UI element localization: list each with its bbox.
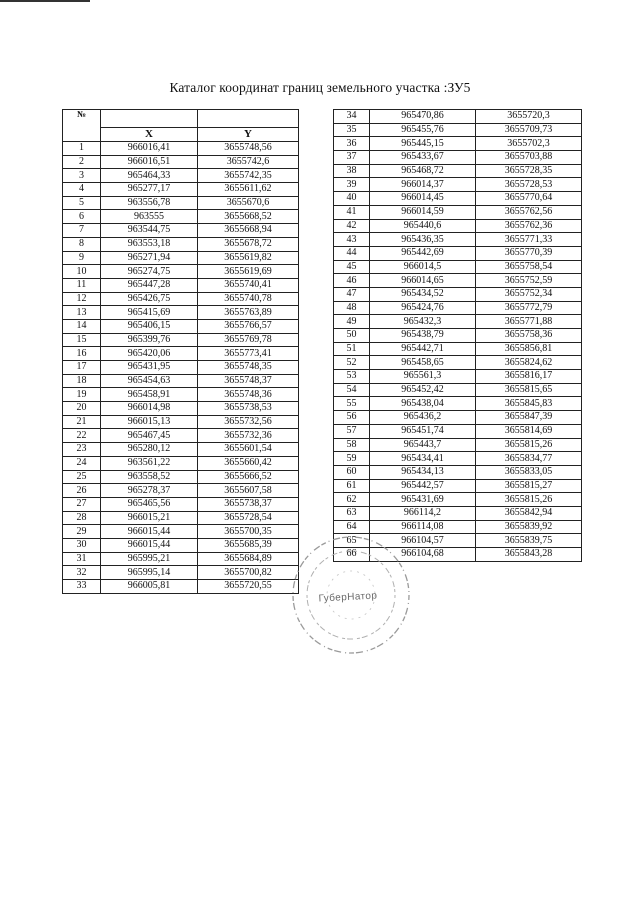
scan-edge-mark bbox=[0, 0, 90, 2]
y-coordinate-cell: 3655668,94 bbox=[198, 224, 299, 238]
y-coordinate-cell: 3655847,39 bbox=[476, 411, 582, 425]
x-coordinate-cell: 966014,59 bbox=[370, 205, 476, 219]
point-number-cell: 19 bbox=[63, 388, 101, 402]
point-number-cell: 46 bbox=[334, 274, 370, 288]
point-number-cell: 4 bbox=[63, 183, 101, 197]
table-row bbox=[63, 525, 299, 539]
x-coordinate-cell: 966015,44 bbox=[101, 525, 198, 539]
table-row bbox=[63, 456, 299, 470]
x-coordinate-cell: 965426,75 bbox=[101, 292, 198, 306]
point-number-cell: 52 bbox=[334, 356, 370, 370]
x-coordinate-cell: 965458,65 bbox=[370, 356, 476, 370]
point-number-cell: 3 bbox=[63, 169, 101, 183]
y-coordinate-cell: 3655748,56 bbox=[198, 142, 299, 156]
point-number-cell: 15 bbox=[63, 333, 101, 347]
y-coordinate-cell: 3655742,6 bbox=[198, 155, 299, 169]
point-number-cell: 53 bbox=[334, 370, 370, 384]
point-number-cell: 13 bbox=[63, 306, 101, 320]
point-number-cell: 47 bbox=[334, 287, 370, 301]
point-number-cell: 2 bbox=[63, 155, 101, 169]
x-coordinate-cell: 963555 bbox=[101, 210, 198, 224]
x-coordinate-cell: 966016,41 bbox=[101, 142, 198, 156]
x-coordinate-cell: 965434,41 bbox=[370, 452, 476, 466]
x-coordinate-cell: 965451,74 bbox=[370, 424, 476, 438]
x-coordinate-cell: 965436,35 bbox=[370, 233, 476, 247]
table-row bbox=[334, 383, 582, 397]
y-coordinate-cell: 3655758,54 bbox=[476, 260, 582, 274]
coordinates-table-right bbox=[333, 109, 582, 562]
table-row bbox=[334, 465, 582, 479]
x-coordinate-cell: 965434,52 bbox=[370, 287, 476, 301]
table-row bbox=[334, 329, 582, 343]
point-number-cell: 14 bbox=[63, 319, 101, 333]
x-coordinate-cell: 966014,37 bbox=[370, 178, 476, 192]
point-number-cell: 62 bbox=[334, 493, 370, 507]
table-row bbox=[63, 169, 299, 183]
table-row bbox=[63, 415, 299, 429]
table-row bbox=[63, 319, 299, 333]
x-coordinate-cell: 966014,45 bbox=[370, 192, 476, 206]
x-coordinate-cell: 965454,63 bbox=[101, 374, 198, 388]
x-coordinate-cell: 965458,91 bbox=[101, 388, 198, 402]
point-number-cell: 23 bbox=[63, 443, 101, 457]
y-coordinate-cell: 3655601,54 bbox=[198, 443, 299, 457]
x-coordinate-cell: 965438,79 bbox=[370, 329, 476, 343]
x-coordinate-cell: 965271,94 bbox=[101, 251, 198, 265]
table-row bbox=[334, 287, 582, 301]
y-coordinate-cell: 3655815,27 bbox=[476, 479, 582, 493]
x-coordinate-cell: 965274,75 bbox=[101, 265, 198, 279]
table-row bbox=[334, 219, 582, 233]
y-coordinate-cell: 3655732,56 bbox=[198, 415, 299, 429]
point-number-cell: 17 bbox=[63, 361, 101, 375]
x-coordinate-cell: 965442,71 bbox=[370, 342, 476, 356]
table-row bbox=[63, 210, 299, 224]
x-coordinate-cell: 965445,15 bbox=[370, 137, 476, 151]
table-row bbox=[63, 552, 299, 566]
x-coordinate-cell: 965464,33 bbox=[101, 169, 198, 183]
point-number-cell: 6 bbox=[63, 210, 101, 224]
table-row bbox=[63, 538, 299, 552]
table-row bbox=[63, 443, 299, 457]
point-number-cell: 37 bbox=[334, 151, 370, 165]
table-row bbox=[63, 347, 299, 361]
x-coordinate-cell: 965434,13 bbox=[370, 465, 476, 479]
point-number-cell: 60 bbox=[334, 465, 370, 479]
header-x-spacer bbox=[101, 110, 198, 128]
x-coordinate-cell: 966114,2 bbox=[370, 506, 476, 520]
table-row bbox=[63, 429, 299, 443]
point-number-cell: 64 bbox=[334, 520, 370, 534]
y-coordinate-cell: 3655815,26 bbox=[476, 493, 582, 507]
table-row bbox=[63, 265, 299, 279]
point-number-cell: 26 bbox=[63, 484, 101, 498]
x-coordinate-cell: 966014,5 bbox=[370, 260, 476, 274]
point-number-cell: 49 bbox=[334, 315, 370, 329]
x-coordinate-cell: 966016,51 bbox=[101, 155, 198, 169]
y-coordinate-cell: 3655619,69 bbox=[198, 265, 299, 279]
point-number-cell: 7 bbox=[63, 224, 101, 238]
point-number-cell: 56 bbox=[334, 411, 370, 425]
x-coordinate-cell: 965470,86 bbox=[370, 110, 476, 124]
point-number-cell: 43 bbox=[334, 233, 370, 247]
x-coordinate-cell: 966114,08 bbox=[370, 520, 476, 534]
y-coordinate-cell: 3655763,89 bbox=[198, 306, 299, 320]
y-coordinate-cell: 3655619,82 bbox=[198, 251, 299, 265]
y-coordinate-cell: 3655685,39 bbox=[198, 538, 299, 552]
x-coordinate-cell: 965442,69 bbox=[370, 246, 476, 260]
point-number-cell: 5 bbox=[63, 196, 101, 210]
y-coordinate-cell: 3655728,54 bbox=[198, 511, 299, 525]
x-coordinate-cell: 965420,06 bbox=[101, 347, 198, 361]
point-number-cell: 38 bbox=[334, 164, 370, 178]
table-row bbox=[63, 484, 299, 498]
table-row bbox=[334, 506, 582, 520]
x-coordinate-cell: 965442,57 bbox=[370, 479, 476, 493]
y-coordinate-cell: 3655709,73 bbox=[476, 123, 582, 137]
point-number-cell: 36 bbox=[334, 137, 370, 151]
y-coordinate-cell: 3655856,81 bbox=[476, 342, 582, 356]
x-coordinate-cell: 965468,72 bbox=[370, 164, 476, 178]
table-row bbox=[334, 342, 582, 356]
x-coordinate-cell: 965467,45 bbox=[101, 429, 198, 443]
y-coordinate-cell: 3655742,35 bbox=[198, 169, 299, 183]
table-row bbox=[334, 424, 582, 438]
point-number-cell: 45 bbox=[334, 260, 370, 274]
y-coordinate-cell: 3655720,3 bbox=[476, 110, 582, 124]
table-row bbox=[334, 233, 582, 247]
table-row bbox=[334, 246, 582, 260]
document-title: Каталог координат границ земельного участка :ЗУ5 bbox=[169, 80, 471, 95]
table-row bbox=[334, 137, 582, 151]
point-number-cell: 33 bbox=[63, 580, 101, 594]
table-row bbox=[334, 192, 582, 206]
y-coordinate-cell: 3655816,17 bbox=[476, 370, 582, 384]
y-coordinate-cell: 3655752,59 bbox=[476, 274, 582, 288]
point-number-cell: 50 bbox=[334, 329, 370, 343]
point-number-cell: 42 bbox=[334, 219, 370, 233]
y-coordinate-cell: 3655815,65 bbox=[476, 383, 582, 397]
x-coordinate-cell: 965452,42 bbox=[370, 383, 476, 397]
point-number-cell: 61 bbox=[334, 479, 370, 493]
x-coordinate-cell: 965995,14 bbox=[101, 566, 198, 580]
x-coordinate-cell: 963544,75 bbox=[101, 224, 198, 238]
y-coordinate-cell: 3655728,35 bbox=[476, 164, 582, 178]
table-row bbox=[334, 438, 582, 452]
x-coordinate-cell: 966015,21 bbox=[101, 511, 198, 525]
point-number-cell: 59 bbox=[334, 452, 370, 466]
x-coordinate-cell: 965399,76 bbox=[101, 333, 198, 347]
y-coordinate-cell: 3655770,64 bbox=[476, 192, 582, 206]
y-coordinate-cell: 3655824,62 bbox=[476, 356, 582, 370]
table-row bbox=[334, 110, 582, 124]
point-number-cell: 48 bbox=[334, 301, 370, 315]
y-coordinate-cell: 3655748,37 bbox=[198, 374, 299, 388]
header-y-spacer bbox=[198, 110, 299, 128]
point-number-cell: 39 bbox=[334, 178, 370, 192]
table-row bbox=[63, 306, 299, 320]
point-number-cell: 65 bbox=[334, 534, 370, 548]
point-number-cell: 25 bbox=[63, 470, 101, 484]
y-coordinate-cell: 3655700,82 bbox=[198, 566, 299, 580]
y-coordinate-cell: 3655700,35 bbox=[198, 525, 299, 539]
table-row bbox=[63, 155, 299, 169]
point-number-cell: 32 bbox=[63, 566, 101, 580]
point-number-cell: 41 bbox=[334, 205, 370, 219]
y-coordinate-cell: 3655720,55 bbox=[198, 580, 299, 594]
y-coordinate-cell: 3655758,36 bbox=[476, 329, 582, 343]
table-row bbox=[334, 301, 582, 315]
table-row bbox=[63, 388, 299, 402]
table-row bbox=[334, 164, 582, 178]
point-number-cell: 16 bbox=[63, 347, 101, 361]
x-coordinate-cell: 963553,18 bbox=[101, 237, 198, 251]
y-coordinate-cell: 3655762,56 bbox=[476, 205, 582, 219]
table-row bbox=[334, 151, 582, 165]
y-coordinate-cell: 3655834,77 bbox=[476, 452, 582, 466]
point-number-cell: 57 bbox=[334, 424, 370, 438]
y-coordinate-cell: 3655748,36 bbox=[198, 388, 299, 402]
point-number-cell: 30 bbox=[63, 538, 101, 552]
point-number-cell: 29 bbox=[63, 525, 101, 539]
y-coordinate-cell: 3655607,58 bbox=[198, 484, 299, 498]
y-coordinate-cell: 3655766,57 bbox=[198, 319, 299, 333]
y-coordinate-cell: 3655842,94 bbox=[476, 506, 582, 520]
x-coordinate-cell: 963556,78 bbox=[101, 196, 198, 210]
x-coordinate-cell: 966014,98 bbox=[101, 402, 198, 416]
table-row bbox=[63, 224, 299, 238]
x-coordinate-cell: 966104,57 bbox=[370, 534, 476, 548]
header-x: X bbox=[101, 128, 198, 142]
table-row bbox=[63, 580, 299, 594]
y-coordinate-cell: 3655845,83 bbox=[476, 397, 582, 411]
y-coordinate-cell: 3655740,41 bbox=[198, 278, 299, 292]
x-coordinate-cell: 965415,69 bbox=[101, 306, 198, 320]
x-coordinate-cell: 965406,15 bbox=[101, 319, 198, 333]
y-coordinate-cell: 3655843,28 bbox=[476, 548, 582, 562]
x-coordinate-cell: 965447,28 bbox=[101, 278, 198, 292]
point-number-cell: 12 bbox=[63, 292, 101, 306]
y-coordinate-cell: 3655833,05 bbox=[476, 465, 582, 479]
table-row bbox=[334, 411, 582, 425]
point-number-cell: 1 bbox=[63, 142, 101, 156]
table-row bbox=[63, 292, 299, 306]
point-number-cell: 51 bbox=[334, 342, 370, 356]
point-number-cell: 22 bbox=[63, 429, 101, 443]
table-row bbox=[63, 278, 299, 292]
x-coordinate-cell: 965443,7 bbox=[370, 438, 476, 452]
y-coordinate-cell: 3655728,53 bbox=[476, 178, 582, 192]
y-coordinate-cell: 3655771,33 bbox=[476, 233, 582, 247]
x-coordinate-cell: 965440,6 bbox=[370, 219, 476, 233]
y-coordinate-cell: 3655839,75 bbox=[476, 534, 582, 548]
y-coordinate-cell: 3655668,52 bbox=[198, 210, 299, 224]
point-number-cell: 66 bbox=[334, 548, 370, 562]
table-row bbox=[63, 374, 299, 388]
x-coordinate-cell: 965280,12 bbox=[101, 443, 198, 457]
y-coordinate-cell: 3655678,72 bbox=[198, 237, 299, 251]
point-number-cell: 27 bbox=[63, 497, 101, 511]
point-number-cell: 54 bbox=[334, 383, 370, 397]
y-coordinate-cell: 3655660,42 bbox=[198, 456, 299, 470]
x-coordinate-cell: 966015,13 bbox=[101, 415, 198, 429]
table-row bbox=[63, 497, 299, 511]
x-coordinate-cell: 965438,04 bbox=[370, 397, 476, 411]
table-row bbox=[334, 260, 582, 274]
point-number-cell: 31 bbox=[63, 552, 101, 566]
point-number-cell: 63 bbox=[334, 506, 370, 520]
x-coordinate-cell: 966104,68 bbox=[370, 548, 476, 562]
x-coordinate-cell: 965431,95 bbox=[101, 361, 198, 375]
table-row bbox=[334, 452, 582, 466]
y-coordinate-cell: 3655738,53 bbox=[198, 402, 299, 416]
point-number-cell: 34 bbox=[334, 110, 370, 124]
header-number: № bbox=[63, 110, 101, 142]
coordinates-table-left bbox=[62, 109, 299, 594]
point-number-cell: 40 bbox=[334, 192, 370, 206]
table-row bbox=[63, 333, 299, 347]
table-row bbox=[63, 237, 299, 251]
x-coordinate-cell: 965436,2 bbox=[370, 411, 476, 425]
x-coordinate-cell: 966014,65 bbox=[370, 274, 476, 288]
table-row bbox=[63, 470, 299, 484]
y-coordinate-cell: 3655769,78 bbox=[198, 333, 299, 347]
x-coordinate-cell: 965561,3 bbox=[370, 370, 476, 384]
table-row bbox=[334, 315, 582, 329]
table-row bbox=[334, 479, 582, 493]
x-coordinate-cell: 965424,76 bbox=[370, 301, 476, 315]
table-row bbox=[63, 251, 299, 265]
point-number-cell: 18 bbox=[63, 374, 101, 388]
y-coordinate-cell: 3655770,39 bbox=[476, 246, 582, 260]
y-coordinate-cell: 3655611,62 bbox=[198, 183, 299, 197]
y-coordinate-cell: 3655738,37 bbox=[198, 497, 299, 511]
table-row bbox=[334, 397, 582, 411]
point-number-cell: 58 bbox=[334, 438, 370, 452]
y-coordinate-cell: 3655748,35 bbox=[198, 361, 299, 375]
point-number-cell: 35 bbox=[334, 123, 370, 137]
point-number-cell: 28 bbox=[63, 511, 101, 525]
x-coordinate-cell: 965277,17 bbox=[101, 183, 198, 197]
x-coordinate-cell: 965995,21 bbox=[101, 552, 198, 566]
point-number-cell: 44 bbox=[334, 246, 370, 260]
point-number-cell: 55 bbox=[334, 397, 370, 411]
y-coordinate-cell: 3655772,79 bbox=[476, 301, 582, 315]
x-coordinate-cell: 965455,76 bbox=[370, 123, 476, 137]
y-coordinate-cell: 3655684,89 bbox=[198, 552, 299, 566]
x-coordinate-cell: 963558,52 bbox=[101, 470, 198, 484]
table-right-body bbox=[334, 110, 582, 562]
point-number-cell: 8 bbox=[63, 237, 101, 251]
table-row bbox=[334, 274, 582, 288]
y-coordinate-cell: 3655670,6 bbox=[198, 196, 299, 210]
y-coordinate-cell: 3655815,26 bbox=[476, 438, 582, 452]
point-number-cell: 20 bbox=[63, 402, 101, 416]
x-coordinate-cell: 963561,22 bbox=[101, 456, 198, 470]
y-coordinate-cell: 3655839,92 bbox=[476, 520, 582, 534]
y-coordinate-cell: 3655666,52 bbox=[198, 470, 299, 484]
header-y: Y bbox=[198, 128, 299, 142]
y-coordinate-cell: 3655814,69 bbox=[476, 424, 582, 438]
x-coordinate-cell: 966005,81 bbox=[101, 580, 198, 594]
table-row bbox=[63, 183, 299, 197]
y-coordinate-cell: 3655702,3 bbox=[476, 137, 582, 151]
x-coordinate-cell: 965278,37 bbox=[101, 484, 198, 498]
table-row bbox=[334, 205, 582, 219]
y-coordinate-cell: 3655740,78 bbox=[198, 292, 299, 306]
y-coordinate-cell: 3655703,88 bbox=[476, 151, 582, 165]
y-coordinate-cell: 3655773,41 bbox=[198, 347, 299, 361]
table-row bbox=[63, 566, 299, 580]
y-coordinate-cell: 3655771,88 bbox=[476, 315, 582, 329]
x-coordinate-cell: 965432,3 bbox=[370, 315, 476, 329]
y-coordinate-cell: 3655762,36 bbox=[476, 219, 582, 233]
x-coordinate-cell: 965433,67 bbox=[370, 151, 476, 165]
table-row bbox=[334, 370, 582, 384]
x-coordinate-cell: 966015,44 bbox=[101, 538, 198, 552]
point-number-cell: 11 bbox=[63, 278, 101, 292]
table-row bbox=[63, 361, 299, 375]
table-row bbox=[63, 402, 299, 416]
point-number-cell: 10 bbox=[63, 265, 101, 279]
point-number-cell: 21 bbox=[63, 415, 101, 429]
stamp-text: ГуберНатор bbox=[318, 590, 378, 605]
table-row bbox=[334, 356, 582, 370]
y-coordinate-cell: 3655752,34 bbox=[476, 287, 582, 301]
table-row bbox=[334, 123, 582, 137]
x-coordinate-cell: 965465,56 bbox=[101, 497, 198, 511]
table-row bbox=[334, 493, 582, 507]
table-row bbox=[63, 511, 299, 525]
table-row bbox=[63, 196, 299, 210]
point-number-cell: 24 bbox=[63, 456, 101, 470]
table-left-body bbox=[63, 142, 299, 594]
y-coordinate-cell: 3655732,36 bbox=[198, 429, 299, 443]
x-coordinate-cell: 965431,69 bbox=[370, 493, 476, 507]
table-row bbox=[63, 142, 299, 156]
point-number-cell: 9 bbox=[63, 251, 101, 265]
table-row bbox=[334, 178, 582, 192]
